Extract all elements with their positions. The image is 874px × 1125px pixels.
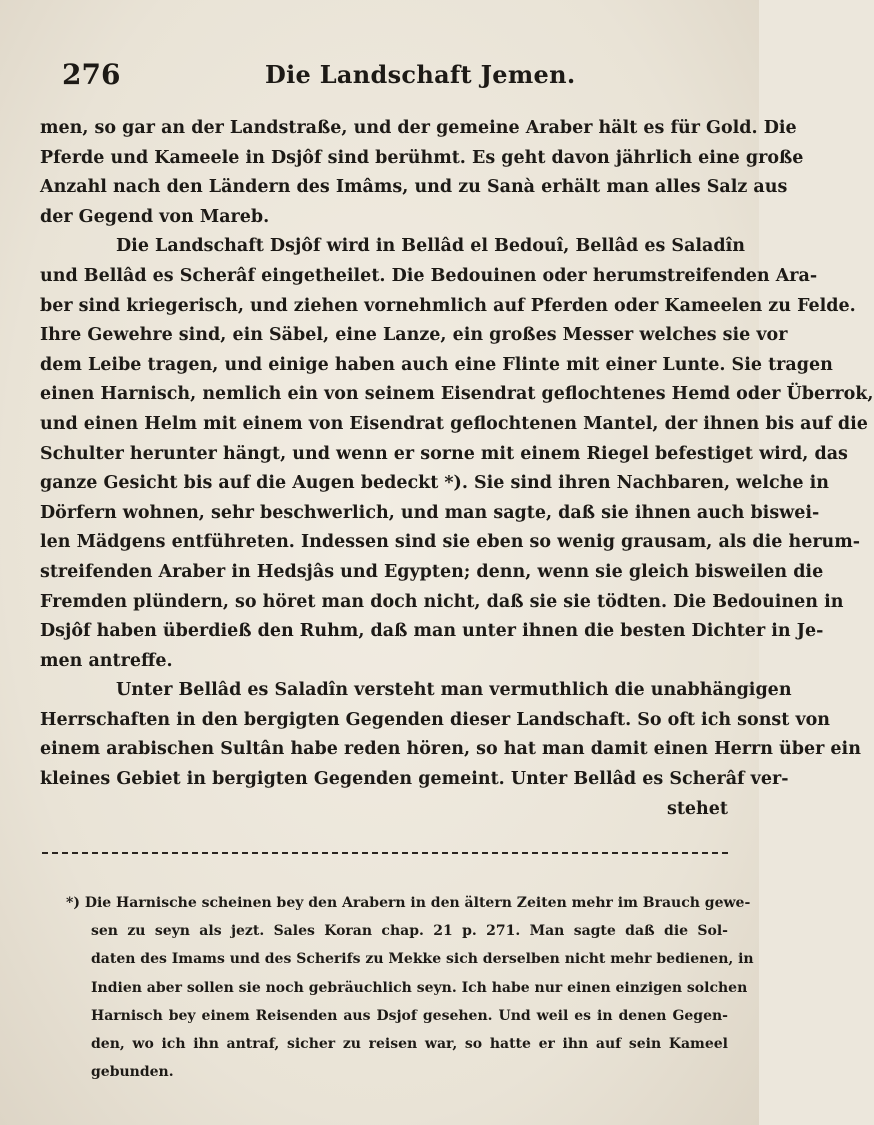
- text-line: Herrschaften in den bergigten Gegenden dieser Landschaft. So oft ich sonst von: [40, 709, 831, 730]
- text-line: der Gegend von Mareb.: [40, 206, 270, 227]
- text-line: Ihre Gewehre sind, ein Säbel, eine Lanze, ein großes Messer welches sie vor: [40, 325, 788, 346]
- catchword: stehet: [666, 798, 728, 819]
- text-line: Schulter herunter hängt, und wenn er sorne mit einem Riegel befestiget wird, das: [40, 443, 848, 464]
- text-line: und Bellâd es Scherâf eingetheilet. Die Bedouinen oder herumstreifenden Ara-: [40, 265, 818, 286]
- running-title: Die Landschaft Jemen.: [265, 60, 576, 89]
- text-line: und einen Helm mit einem von Eisendrat geflochtenen Mantel, der ihnen bis auf die: [40, 413, 868, 434]
- text-line: men antreffe.: [40, 650, 173, 671]
- text-line: ganze Gesicht bis auf die Augen bedeckt *). Sie sind ihren Nachbaren, welche in: [40, 473, 830, 494]
- text-line: men, so gar an der Landstraße, und der gemeine Araber hält es für Gold. Die: [40, 118, 797, 138]
- page-number: 276: [62, 58, 121, 91]
- text-line: Dörfern wohnen, sehr beschwerlich, und man sagte, daß sie ihnen auch biswei-: [40, 502, 820, 523]
- text-line: len Mädgens entführeten. Indessen sind sie eben so wenig grausam, als die herum-: [40, 532, 861, 553]
- footnote-line: sen zu seyn als jezt. Sales Koran chap. 21 p. 271. Man sagte daß die Sol-: [91, 923, 728, 940]
- text-line: ber sind kriegerisch, und ziehen vornehmlich auf Pferden oder Kameelen zu Felde.: [40, 295, 856, 316]
- text-line: Fremden plündern, so höret man doch nicht, daß sie sie tödten. Die Bedouinen in: [40, 591, 844, 612]
- text-line: kleines Gebiet in bergigten Gegenden gemeint. Unter Bellâd es Scherâf ver-: [40, 769, 789, 790]
- footnote-line: Indien aber sollen sie noch gebräuchlich seyn. Ich habe nur einen einzigen solchen: [91, 979, 748, 996]
- text-line: einem arabischen Sultân habe reden hören, so hat man damit einen Herrn über ein: [40, 739, 861, 760]
- main-text: [40, 114, 874, 824]
- text-line: Anzahl nach den Ländern des Imâms, und zu Sanà erhält man alles Salz aus: [40, 177, 788, 198]
- text-line: Die Landschaft Dsjôf wird in Bellâd el Bedouî, Bellâd es Saladîn: [116, 236, 746, 257]
- footnote: [66, 889, 754, 1086]
- text-line: Dsjôf haben überdieß den Ruhm, daß man unter ihnen die besten Dichter in Je-: [40, 621, 824, 642]
- footnote-line: Harnisch bey einem Reisenden aus Dsjof gesehen. Und weil es in denen Gegen-: [91, 1007, 728, 1024]
- footnote-divider: [42, 852, 728, 854]
- footnote-line: gebunden.: [91, 1064, 174, 1081]
- footnote-line: den, wo ich ihn antraf, sicher zu reisen war, so hatte er ihn auf sein Kameel: [91, 1035, 728, 1052]
- footnote-line: daten des Imams und des Scherifs zu Mekke sich derselben nicht mehr bedienen, in: [91, 951, 754, 968]
- text-line: Pferde und Kameele in Dsjôf sind berühmt. Es geht davon jährlich eine große: [40, 147, 804, 168]
- text-line: dem Leibe tragen, und einige haben auch eine Flinte mit einer Lunte. Sie tragen: [40, 354, 833, 375]
- text-line: Unter Bellâd es Saladîn versteht man vermuthlich die unabhängigen: [116, 680, 792, 701]
- footnote-line: *) Die Harnische scheinen bey den Arabern in den ältern Zeiten mehr im Brauch gewe-: [66, 895, 751, 911]
- text-line: streifenden Araber in Hedsjâs und Egypten; denn, wenn sie gleich bisweilen die: [40, 561, 824, 582]
- text-line: einen Harnisch, nemlich ein von seinem Eisendrat geflochtenes Hemd oder Überrok,: [40, 384, 874, 405]
